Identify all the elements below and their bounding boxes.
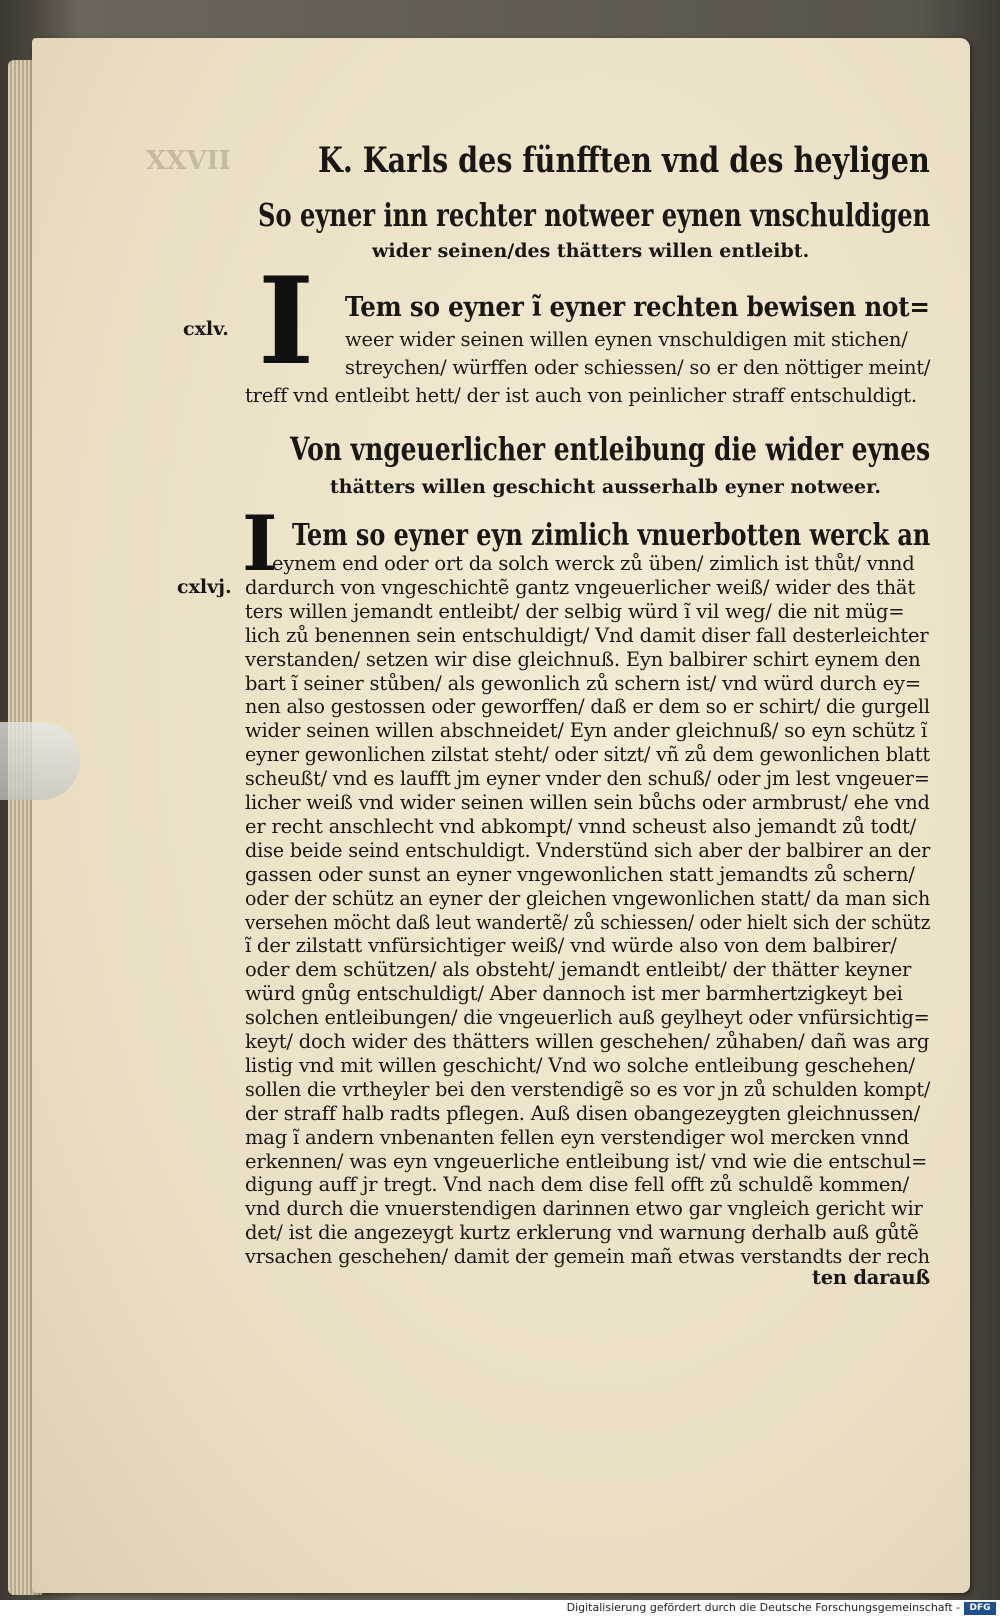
- bleed-through-folio: XXVII: [146, 146, 231, 176]
- section2-line: eyner gewonlichen zilstat steht/ oder sitzt/ vñ zů dem gewonlichen blatt: [245, 743, 930, 767]
- footer-bar: [0, 1600, 1000, 1618]
- section2-line: ters willen jemandt entleibt/ der selbig würd ĩ vil weg/ die nit müg=: [245, 599, 905, 623]
- section2-line: bart ĩ seiner stůben/ als gewonlich zů schern ist/ vnd würd durch ey=: [245, 671, 921, 695]
- section2-heading: Von vngeuerlicher entleibung die wider eynes: [290, 430, 931, 468]
- section2-line: oder der schütz an eyner der gleichen vngewonlichen statt/ da man sich: [245, 886, 931, 910]
- section2-line: digung auff jr tregt. Vnd nach dem dise fell offt zů schuldẽ kommen/: [245, 1173, 909, 1197]
- section2-line: würd gnůg entschuldigt/ Aber dannoch ist mer barmhertzigkeyt bei: [245, 982, 903, 1006]
- section2-line: det/ ist die angezeygt kurtz erklerung vnd warnung derhalb auß gůtẽ: [245, 1221, 919, 1245]
- section2-line: verstanden/ setzen wir dise gleichnuß. Eyn balbirer schirt eynem den: [245, 647, 921, 671]
- section1-dropcap: I: [258, 251, 315, 392]
- section2-subheading: thätters willen geschicht ausserhalb eyner notweer.: [330, 476, 882, 498]
- section2-line: listig vnd mit willen geschicht/ Vnd wo solche entleibung geschehen/: [245, 1053, 915, 1077]
- section2-dropcap: I: [242, 499, 278, 588]
- section2-line: eynem end oder ort da solch werck zů üben/ zimlich ist thůt/ vnnd: [272, 552, 915, 575]
- section1-line-4: treff vnd entleibt hett/ der ist auch von peinlicher straff entschuldigt.: [245, 384, 917, 407]
- section1-subheading: wider seinen/des thätters willen entleibt.: [372, 240, 810, 262]
- section2-line: solchen entleibungen/ die vngeuerlich auß geylheyt oder vnfürsichtig=: [245, 1006, 930, 1030]
- section2-margin-number: cxlvj.: [177, 576, 232, 598]
- section1-line-3: streychen/ würffen oder schiessen/ so er den nöttiger meint/: [345, 356, 931, 379]
- section2-line: nen also gestossen oder geworffen/ daß er dem so er schirt/ die gurgell: [245, 695, 930, 719]
- section2-line: ĩ der zilstatt vnfürsichtiger weiß/ vnd würde also von dem balbirer/: [245, 934, 897, 958]
- catchword: ten darauß: [812, 1266, 930, 1289]
- section2-line: versehen möcht daß leut wandertẽ/ zů schiessen/ oder hielt sich der schütz: [245, 910, 931, 934]
- section2-line: oder dem schützen/ als obsteht/ jemandt entleibt/ der thätter keyner: [245, 958, 912, 982]
- section2-line: dise beide seind entschuldigt. Vnderstünd sich aber der balbirer an der: [245, 838, 931, 862]
- section2-line: vrsachen geschehen/ damit der gemein mañ etwas verstandts der rech: [245, 1245, 930, 1269]
- plastic-clip: [0, 722, 80, 800]
- section2-line: scheußt/ vnd es laufft jm eyner vnder den schuß/ oder jm lest vngeuer=: [245, 767, 930, 791]
- dfg-logo: DFG: [964, 1602, 996, 1615]
- section2-line: er recht anschlecht vnd abkompt/ vnnd scheust also jemandt zů todt/: [245, 814, 917, 838]
- section2-line: keyt/ doch wider des thätters willen geschehen/ zůhaben/ dañ was arg: [245, 1030, 930, 1053]
- section1-line-1: Tem so eyner ĩ eyner rechten bewisen not=: [345, 292, 930, 323]
- section1-margin-number: cxlv.: [183, 318, 229, 340]
- section2-line: der straff halb radts pflegen. Auß disen obangezeygten gleichnussen/: [245, 1101, 920, 1125]
- section2-line: gassen oder sunst an eyner vngewonlichen statt jemandts zů schern/: [245, 862, 915, 886]
- section2-line: mag ĩ andern vnbenanten fellen eyn verstendiger wol mercken vnnd: [245, 1125, 909, 1149]
- footer-credit: Digitalisierung gefördert durch die Deutsche Forschungsgemeinschaft -: [566, 1601, 960, 1614]
- section2-line: wider seinen willen abschneidet/ Eyn ander gleichnuß/ so eyn schütz ĩ: [245, 719, 928, 743]
- section1-heading: So eyner inn rechter notweer eynen vnschuldigen: [258, 196, 931, 234]
- section2-line: sollen die vrtheyler bei den verstendigẽ so es vor jn zů schulden kompt/: [245, 1077, 931, 1101]
- running-head: K. Karls des fünfften vnd des heyligen: [318, 140, 930, 181]
- section1-line-2: weer wider seinen willen eynen vnschuldigen mit stichen/: [345, 328, 908, 351]
- section2-line: erkennen/ was eyn vngeuerliche entleibung ist/ vnd wie die entschul=: [245, 1149, 928, 1173]
- section2-line: vnd durch die vnuerstendigen darinnen etwo gar vngleich gericht wir: [245, 1197, 923, 1221]
- section2-line: lich zů benennen sein entschuldigt/ Vnd damit diser fall desterleichter: [245, 623, 929, 647]
- section2-line: dardurch von vngeschichtẽ gantz vngeuerlicher weiß/ wider des thät: [245, 575, 915, 599]
- section2-first-line: Tem so eyner eyn zimlich vnuerbotten werck an: [292, 518, 931, 553]
- section2-line: licher weiß vnd wider seinen willen sein bůchs oder armbrust/ ehe vnd: [245, 791, 930, 814]
